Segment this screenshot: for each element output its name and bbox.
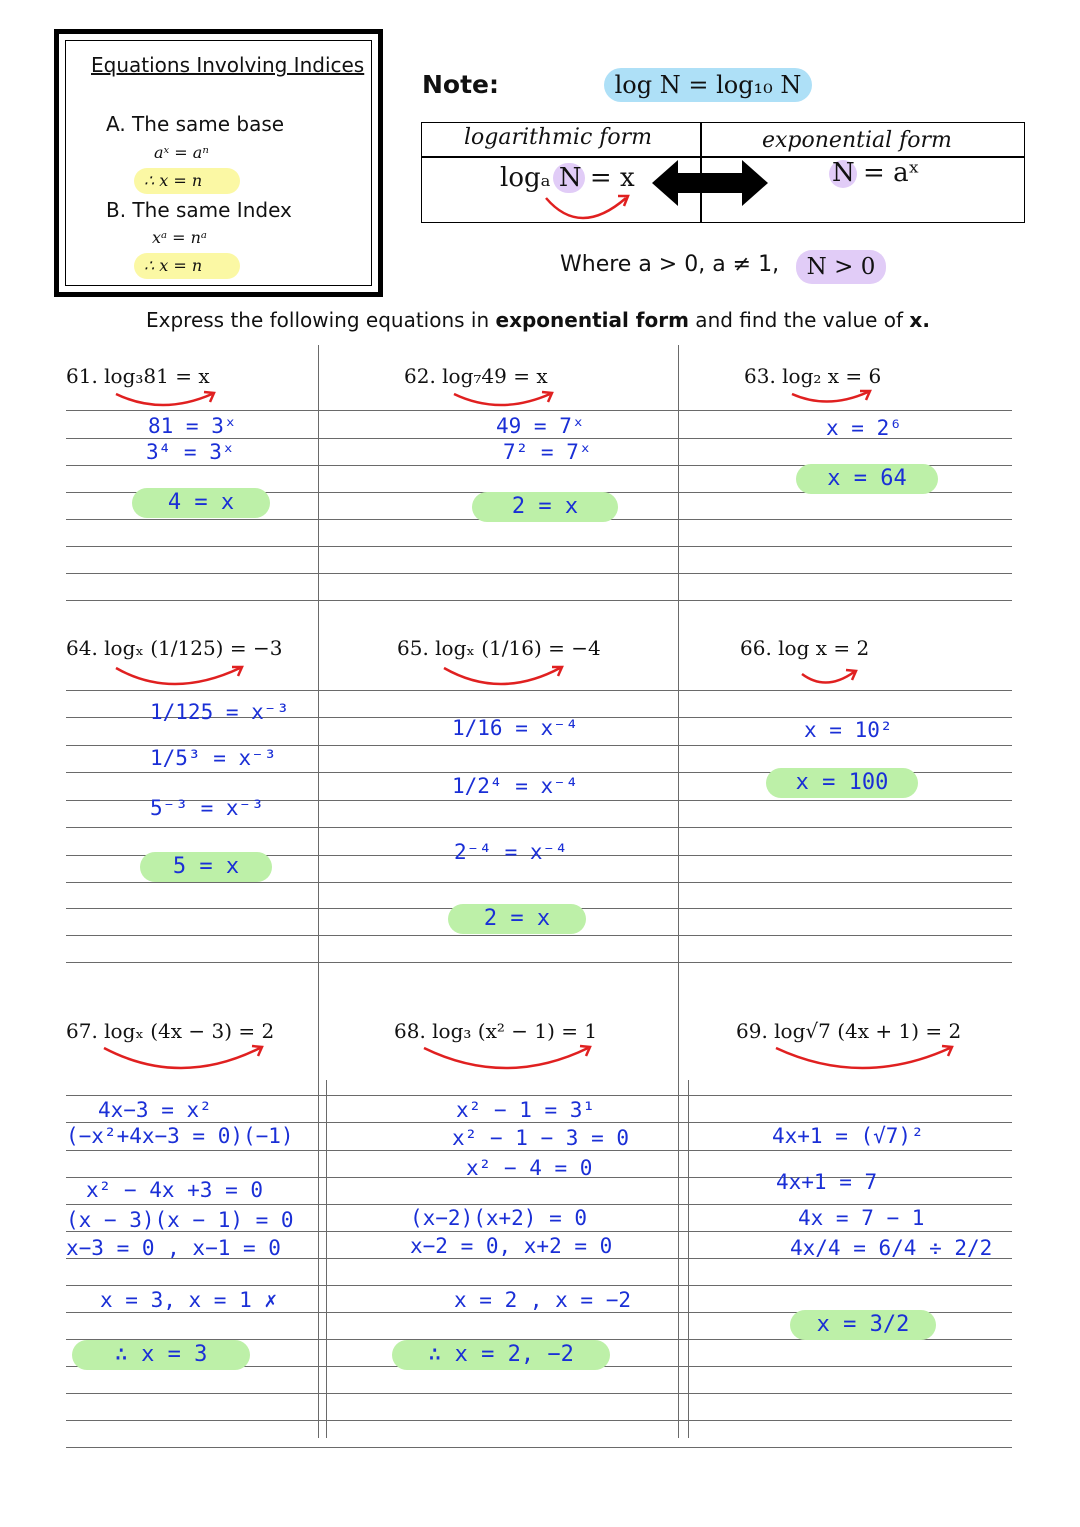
answer-67: ∴ x = 3 (72, 1340, 250, 1370)
red-arrow-64 (112, 664, 252, 694)
working-62-step-2: 7² = 7ˣ (503, 440, 592, 464)
rule-line (66, 962, 1012, 963)
rule-line (66, 827, 1012, 828)
working-61-step-2: 3⁴ = 3ˣ (146, 440, 235, 464)
answer-66: x = 100 (766, 768, 918, 798)
working-62-step-1: 49 = 7ˣ (496, 414, 585, 438)
working-66-step-1: x = 10² (804, 718, 893, 742)
rule-line (66, 546, 1012, 547)
instruction-text-1: Express the following equations in (146, 308, 496, 332)
rule-line (66, 1122, 1012, 1123)
answer-68: ∴ x = 2, −2 (392, 1340, 610, 1370)
working-64-step-2: 1/5³ = x⁻³ (150, 746, 277, 770)
working-68-step-3: x² − 4 = 0 (466, 1156, 593, 1180)
working-63-step-1: x = 2⁶ (826, 416, 902, 440)
table-head-exponential: exponential form (762, 128, 952, 153)
working-68-step-5: x−2 = 0, x+2 = 0 (410, 1234, 613, 1258)
rule-line (66, 573, 1012, 574)
log-form-red-arrow (540, 190, 640, 230)
rule-a-equation: aˣ = aⁿ (154, 143, 209, 162)
problem-61: 61. log₃81 = x (66, 364, 210, 388)
instruction-var: x. (909, 308, 930, 332)
rule-line (66, 935, 1012, 936)
condition-text: Where a > 0, a ≠ 1, (560, 252, 780, 277)
working-61-step-1: 81 = 3ˣ (148, 414, 237, 438)
problem-66: 66. log x = 2 (740, 636, 870, 660)
working-69-step-1: 4x+1 = (√7)² (772, 1124, 924, 1148)
working-69-step-3: 4x = 7 − 1 (798, 1206, 925, 1230)
working-68-step-4: (x−2)(x+2) = 0 (410, 1206, 588, 1230)
rule-line (66, 1204, 1012, 1205)
answer-61: 4 = x (132, 488, 270, 518)
instruction-bold: exponential form (495, 308, 689, 332)
working-67-step-5: x−3 = 0 , x−1 = 0 (66, 1236, 281, 1260)
red-arrow-63 (788, 388, 878, 410)
instruction-text-2: and find the value of (688, 308, 910, 332)
working-69-step-4: 4x/4 = 6/4 ÷ 2/2 (790, 1236, 993, 1260)
working-67-step-1: 4x−3 = x² (98, 1098, 212, 1122)
rule-line (66, 1447, 1012, 1448)
working-64-step-1: 1/125 = x⁻³ (150, 700, 290, 724)
column-divider (678, 345, 679, 1438)
working-68-step-2: x² − 1 − 3 = 0 (452, 1126, 630, 1150)
table-head-logarithmic: logarithmic form (464, 125, 653, 150)
rule-b-label: B. The same Index (106, 198, 292, 222)
note-label: Note: (422, 70, 500, 99)
problem-64: 64. logₓ (1/125) = −3 (66, 636, 283, 660)
instruction (146, 308, 930, 332)
problem-68: 68. log₃ (x² − 1) = 1 (394, 1019, 598, 1043)
working-67-step-4: (x − 3)(x − 1) = 0 (66, 1208, 294, 1232)
answer-65: 2 = x (448, 904, 586, 934)
working-67-step-3: x² − 4x +3 = 0 (86, 1178, 264, 1202)
log-form: logₐ N = x (500, 163, 635, 193)
rule-line (66, 1150, 1012, 1151)
working-67-step-2: (−x²+4x−3 = 0)(−1) (66, 1124, 294, 1148)
theory-title: Equations Involving Indices (91, 53, 365, 77)
answer-62: 2 = x (472, 492, 618, 522)
rule-b-result: ∴ x = n (134, 253, 240, 279)
double-arrow-icon (652, 160, 768, 206)
column-divider (688, 1080, 689, 1438)
red-arrow-67 (100, 1042, 270, 1080)
working-65-step-2: 1/2⁴ = x⁻⁴ (452, 774, 579, 798)
working-67-step-6: x = 3, x = 1 ✗ (100, 1288, 278, 1312)
rule-line (66, 1420, 1012, 1421)
working-69-step-2: 4x+1 = 7 (776, 1170, 878, 1194)
working-68-step-6: x = 2 , x = −2 (454, 1288, 632, 1312)
rule-line (66, 600, 1012, 601)
rule-a-result: ∴ x = n (134, 168, 240, 194)
answer-64: 5 = x (140, 852, 272, 882)
working-68-step-1: x² − 1 = 3¹ (456, 1098, 596, 1122)
column-divider (326, 1080, 327, 1438)
red-arrow-65 (440, 664, 570, 694)
rule-line (66, 1393, 1012, 1394)
red-arrow-66 (798, 666, 864, 692)
red-arrow-68 (420, 1042, 600, 1080)
problem-63: 63. log₂ x = 6 (744, 364, 882, 388)
rule-line (66, 882, 1012, 883)
problem-69: 69. log√7 (4x + 1) = 2 (736, 1019, 962, 1043)
form-table-divider-h (422, 156, 1024, 158)
rule-b-equation: xᵃ = nᵃ (152, 228, 207, 247)
answer-69: x = 3/2 (790, 1310, 936, 1340)
column-divider (318, 345, 319, 1438)
red-arrow-61 (112, 388, 222, 414)
red-arrow-62 (450, 388, 560, 414)
rule-line (66, 1285, 1012, 1286)
working-65-step-1: 1/16 = x⁻⁴ (452, 716, 579, 740)
problem-65: 65. logₓ (1/16) = −4 (397, 636, 601, 660)
log-definition: log N = log₁₀ N (604, 68, 812, 102)
working-64-step-3: 5⁻³ = x⁻³ (150, 796, 264, 820)
red-arrow-69 (772, 1042, 962, 1080)
rule-line (66, 1095, 1012, 1096)
working-65-step-3: 2⁻⁴ = x⁻⁴ (454, 840, 568, 864)
exp-form: N = aˣ (832, 158, 920, 188)
condition-n: N > 0 (796, 250, 886, 284)
answer-63: x = 64 (796, 464, 938, 494)
problem-62: 62. log₇49 = x (404, 364, 548, 388)
rule-a-label: A. The same base (106, 112, 285, 136)
problem-67: 67. logₓ (4x − 3) = 2 (66, 1019, 275, 1043)
